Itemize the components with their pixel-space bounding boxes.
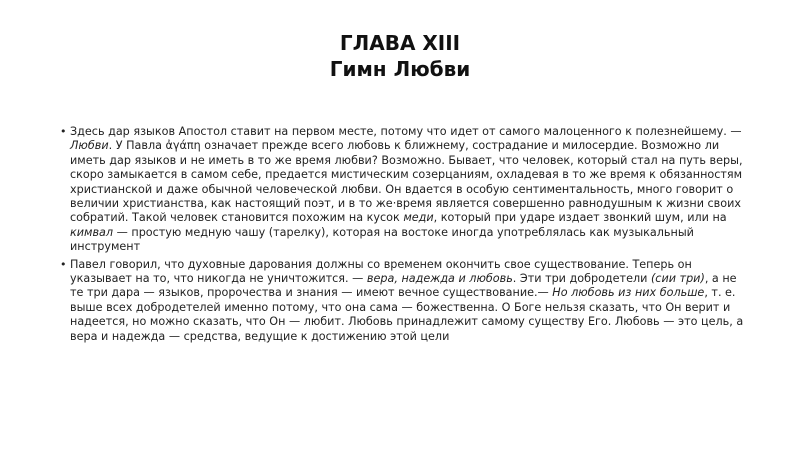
paragraph	[60, 258, 750, 344]
italic-segment: Но любовь из них больше	[552, 286, 705, 300]
text-segment: . У Павла ἀγάπη означает прежде всего любовь к ближнему, сострадание и милосердие. Возможно ли иметь дар языков и не иметь в то же время любви? Возможно. Бывает, что человек, который стал на путь веры, скоро замыкается в самом себе, предается мистическим созерцаниям, охладевая в то же время к обязанностям христианской и даже обычной человеческой любви. Он вдается в особую сентиментальность, много говорит о величии христианства, как настоящий поэт, и в то же·время является совершенно равнодушным к жизни своих собратий. Такой человек становится похожим на кусок	[70, 139, 743, 225]
text-segment: Здесь дар языков Апостол ставит на первом месте, потому что идет от самого малоценного к полезнейшему. —	[70, 125, 742, 138]
text-segment: , а не те три дара — языков, пророчества и знания — имеют вечное существование.—	[70, 272, 737, 300]
paragraph	[60, 125, 750, 255]
italic-segment: кимвал	[70, 225, 114, 239]
italic-segment: вера, надежда и любовь	[366, 272, 513, 286]
italic-segment: Любви	[70, 139, 109, 153]
italic-segment: меди	[403, 211, 434, 225]
body-text	[60, 125, 750, 347]
chapter-title	[0, 30, 800, 82]
text-segment: . Эти три добродетели	[512, 272, 651, 286]
italic-segment: (сии три)	[650, 272, 705, 286]
text-segment: , т. е. выше всех добродетелей именно потому, что она сама — божественна. О Боге нельзя сказать, что Он верит и надеется, но можно сказать, что Он — любит. Любовь принадлежит самому существу Его. Любовь — это цель, а вера и надежда — средства, ведущие к достижению этой цели	[70, 286, 744, 343]
chapter-heading: Гимн Любви	[329, 57, 471, 81]
text-segment: , который при ударе издает звонкий шум, или на	[433, 211, 727, 225]
chapter-number: ГЛАВА XIII	[339, 31, 461, 55]
text-segment: Павел говорил, что духовные дарования должны со временем окончить свое существование. Теперь он указывает на то, что никогда не уничтожится. —	[70, 257, 692, 286]
bullet-icon: •	[60, 257, 67, 271]
bullet-icon: •	[60, 125, 67, 138]
text-segment: — простую медную чашу (тарелку), которая на востоке иногда употреблялась как музыкальный инструмент	[70, 225, 694, 254]
